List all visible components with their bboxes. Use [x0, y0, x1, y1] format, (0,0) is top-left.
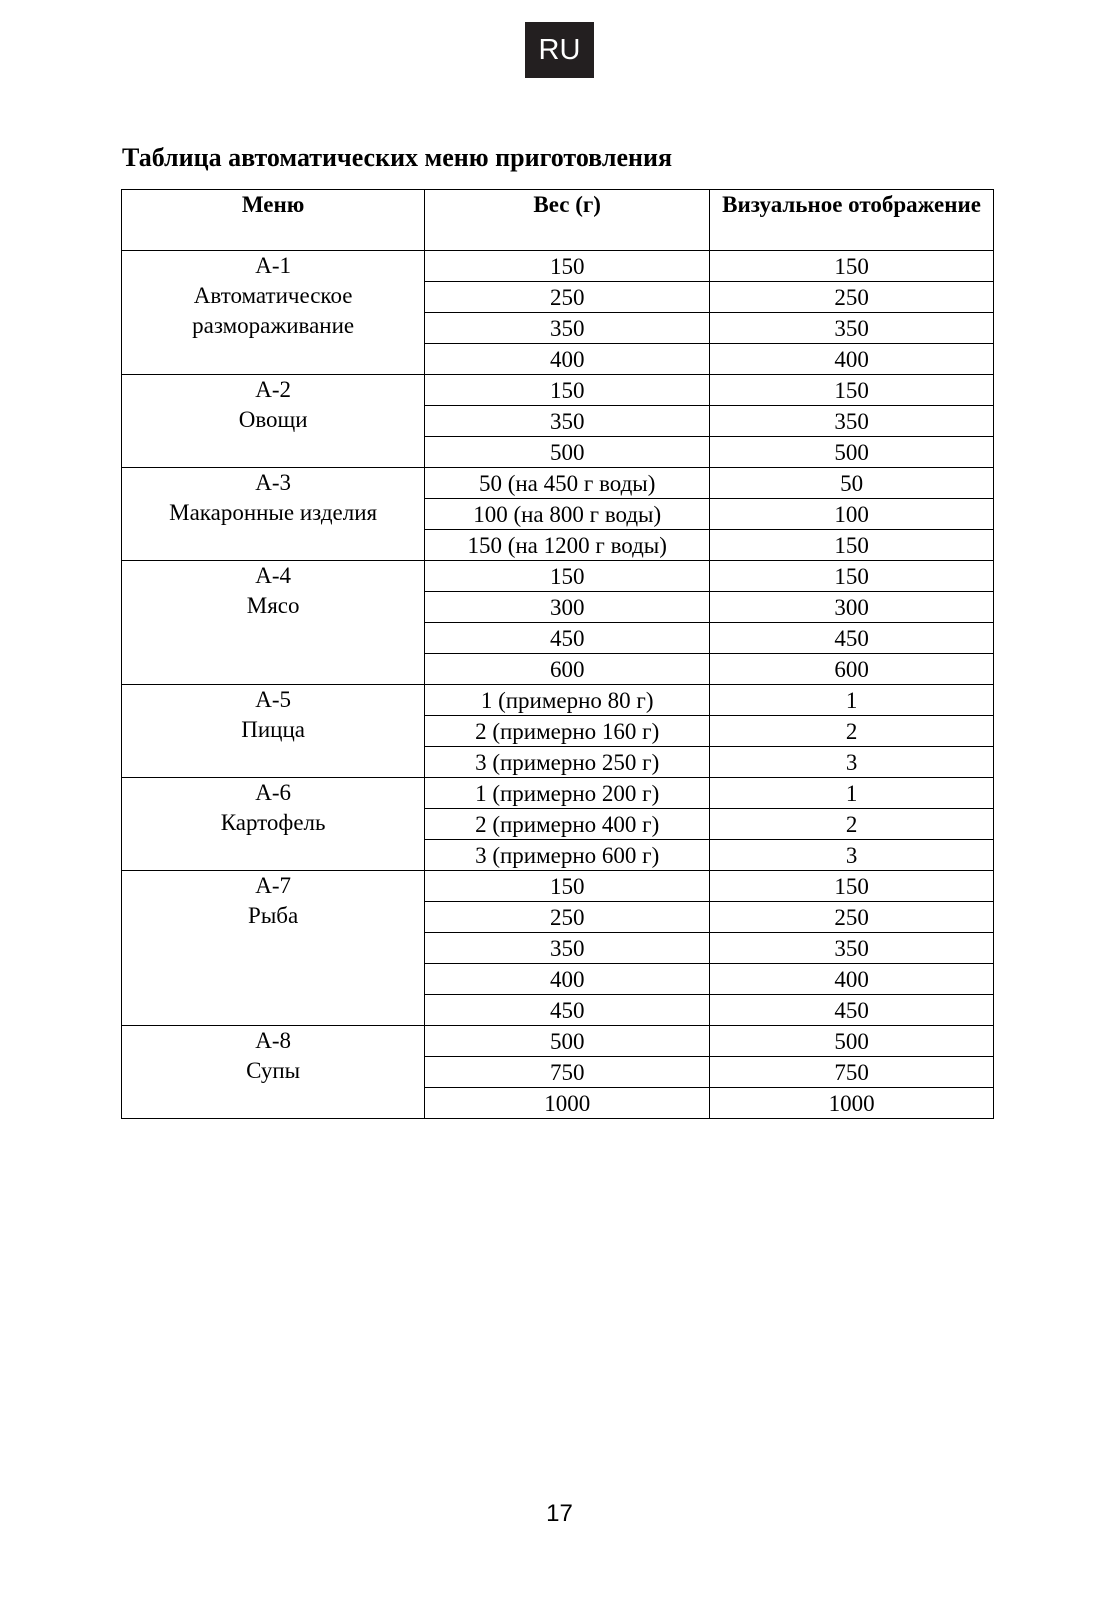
display-cell: 250	[710, 902, 994, 933]
table-header-row	[122, 190, 994, 251]
column-header-display: Визуальное отображение	[710, 190, 994, 251]
display-cell: 150	[710, 251, 994, 282]
weight-cell: 150	[425, 251, 710, 282]
table-body	[122, 251, 994, 1119]
weight-cell: 450	[425, 995, 710, 1026]
table-row	[122, 561, 994, 592]
table-row	[122, 778, 994, 809]
menu-name-line: Супы	[246, 1058, 301, 1083]
weight-cell: 150	[425, 871, 710, 902]
weight-cell: 750	[425, 1057, 710, 1088]
weight-cell: 3 (примерно 250 г)	[425, 747, 710, 778]
weight-cell: 2 (примерно 160 г)	[425, 716, 710, 747]
weight-cell: 1000	[425, 1088, 710, 1119]
menu-cell	[122, 468, 425, 561]
column-header-menu: Меню	[122, 190, 425, 251]
table-row	[122, 871, 994, 902]
menu-cell	[122, 871, 425, 1026]
menu-name-line: Макаронные изделия	[169, 500, 378, 525]
display-cell: 250	[710, 282, 994, 313]
display-cell: 3	[710, 747, 994, 778]
menu-cell	[122, 375, 425, 468]
display-cell: 500	[710, 437, 994, 468]
display-cell: 100	[710, 499, 994, 530]
weight-cell: 2 (примерно 400 г)	[425, 809, 710, 840]
menu-cell	[122, 561, 425, 685]
weight-cell: 500	[425, 1026, 710, 1057]
weight-cell: 400	[425, 964, 710, 995]
table-row	[122, 1026, 994, 1057]
menu-cell	[122, 685, 425, 778]
menu-name-line: Пицца	[241, 717, 305, 742]
menu-code: А-6	[255, 780, 292, 805]
weight-cell: 400	[425, 344, 710, 375]
weight-cell: 600	[425, 654, 710, 685]
weight-cell: 500	[425, 437, 710, 468]
display-cell: 350	[710, 406, 994, 437]
weight-cell: 450	[425, 623, 710, 654]
weight-cell: 350	[425, 933, 710, 964]
weight-cell: 250	[425, 902, 710, 933]
menu-code: А-7	[255, 873, 292, 898]
menu-name-line: Рыба	[248, 903, 299, 928]
weight-cell: 150	[425, 375, 710, 406]
display-cell: 150	[710, 530, 994, 561]
display-cell: 150	[710, 375, 994, 406]
menu-code: А-3	[255, 470, 292, 495]
weight-cell: 50 (на 450 г воды)	[425, 468, 710, 499]
display-cell: 2	[710, 809, 994, 840]
display-cell: 300	[710, 592, 994, 623]
display-cell: 150	[710, 871, 994, 902]
display-cell: 50	[710, 468, 994, 499]
display-cell: 2	[710, 716, 994, 747]
weight-cell: 350	[425, 406, 710, 437]
display-cell: 150	[710, 561, 994, 592]
menu-code: А-5	[255, 687, 292, 712]
auto-menu-table	[121, 189, 994, 1119]
menu-name-line: Овощи	[238, 407, 308, 432]
table-row	[122, 685, 994, 716]
table-row	[122, 468, 994, 499]
menu-name-line: размораживание	[192, 313, 355, 338]
menu-code: А-1	[255, 253, 292, 278]
weight-cell: 1 (примерно 80 г)	[425, 685, 710, 716]
weight-cell: 250	[425, 282, 710, 313]
menu-cell	[122, 1026, 425, 1119]
weight-cell: 350	[425, 313, 710, 344]
weight-cell: 150	[425, 561, 710, 592]
display-cell: 1000	[710, 1088, 994, 1119]
display-cell: 1	[710, 685, 994, 716]
weight-cell: 3 (примерно 600 г)	[425, 840, 710, 871]
menu-code: А-8	[255, 1028, 292, 1053]
display-cell: 450	[710, 623, 994, 654]
display-cell: 350	[710, 933, 994, 964]
table-row	[122, 375, 994, 406]
page-number: 17	[546, 1500, 573, 1527]
display-cell: 450	[710, 995, 994, 1026]
weight-cell: 150 (на 1200 г воды)	[425, 530, 710, 561]
display-cell: 3	[710, 840, 994, 871]
table-row	[122, 251, 994, 282]
menu-name-line: Автоматическое	[193, 283, 353, 308]
menu-name-line: Картофель	[220, 810, 326, 835]
display-cell: 400	[710, 964, 994, 995]
menu-code: А-2	[255, 377, 292, 402]
page-title: Таблица автоматических меню приготовления	[122, 143, 673, 172]
column-header-weight: Вес (г)	[425, 190, 710, 251]
display-cell: 400	[710, 344, 994, 375]
display-cell: 600	[710, 654, 994, 685]
display-cell: 750	[710, 1057, 994, 1088]
weight-cell: 100 (на 800 г воды)	[425, 499, 710, 530]
menu-cell	[122, 778, 425, 871]
menu-code: А-4	[255, 563, 292, 588]
weight-cell: 1 (примерно 200 г)	[425, 778, 710, 809]
display-cell: 1	[710, 778, 994, 809]
weight-cell: 300	[425, 592, 710, 623]
menu-name-line: Мясо	[246, 593, 300, 618]
display-cell: 350	[710, 313, 994, 344]
language-badge: RU	[525, 22, 594, 78]
menu-cell	[122, 251, 425, 375]
display-cell: 500	[710, 1026, 994, 1057]
